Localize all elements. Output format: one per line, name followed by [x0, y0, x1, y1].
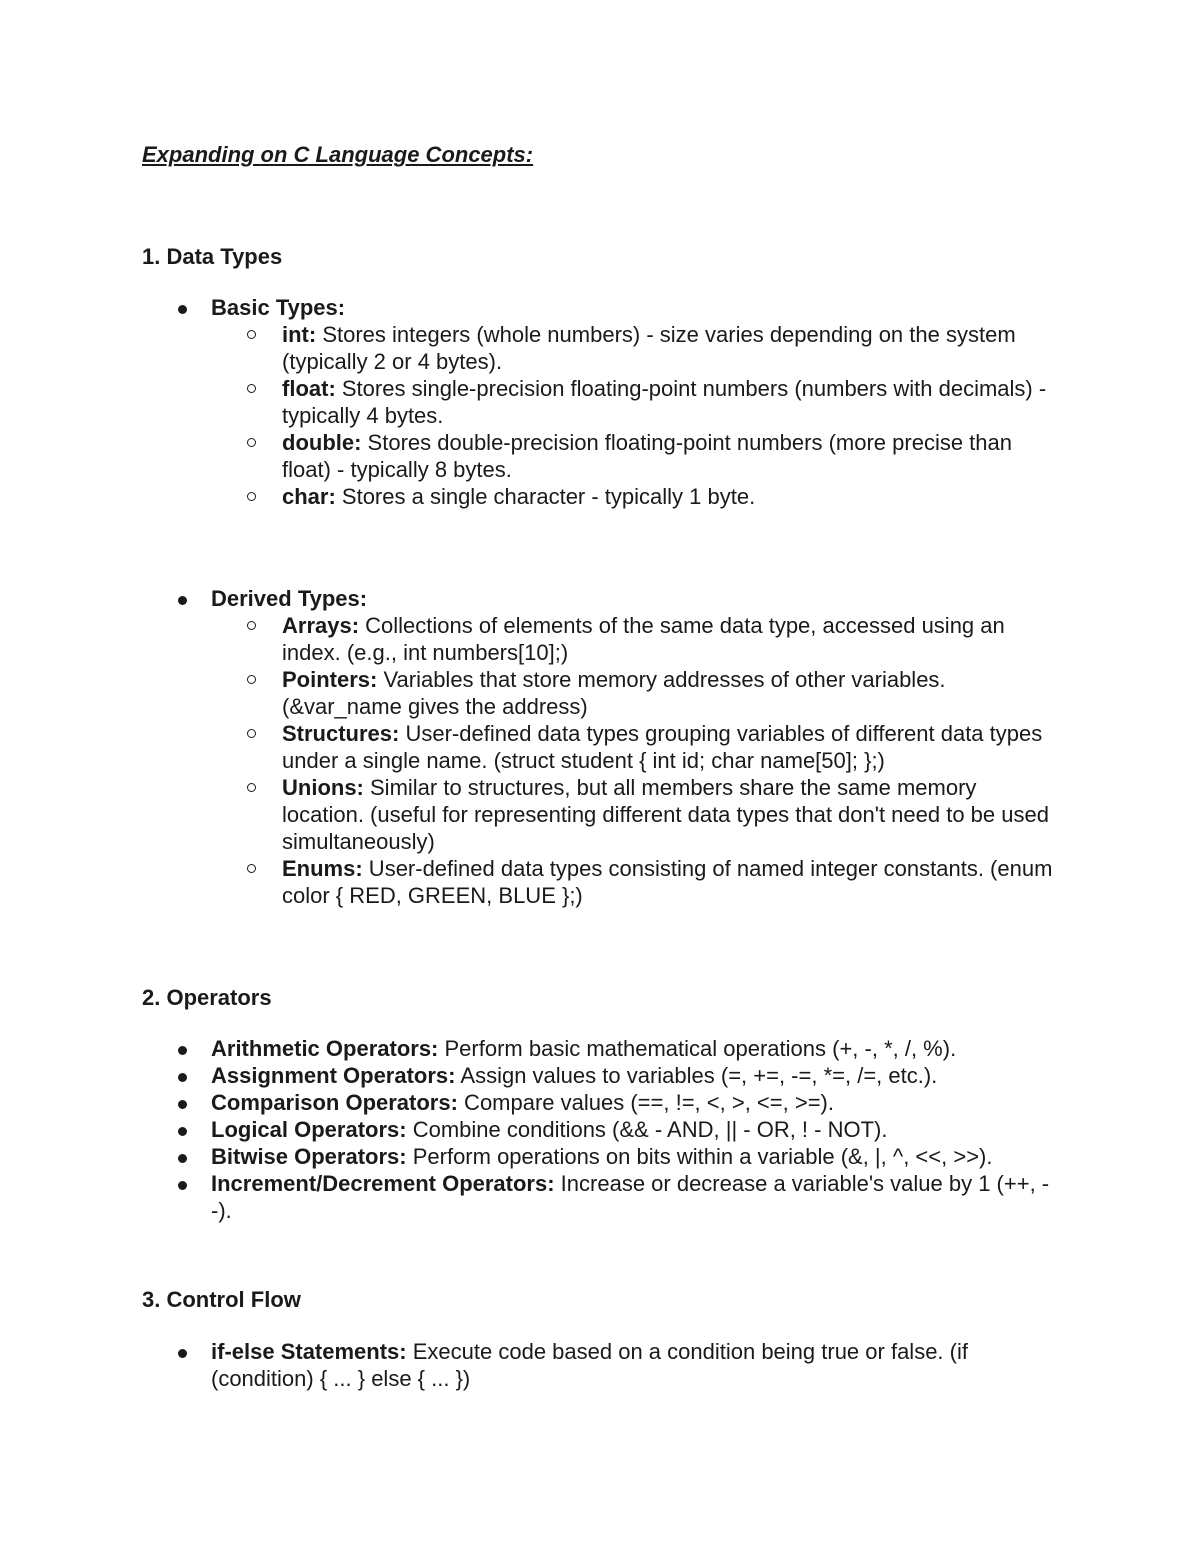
item-text: Increase or decrease a variable's value by 1 (++, --).	[211, 1171, 1050, 1223]
hollow-bullet-icon	[247, 783, 256, 792]
item-text: Perform basic mathematical operations (+, -, *, /, %).	[438, 1036, 957, 1061]
bullet-icon	[178, 1046, 187, 1055]
operators-list	[0, 1035, 1061, 1224]
item-term: Comparison Operators:	[211, 1090, 458, 1115]
derived-types-list	[0, 585, 1061, 909]
group-label: Basic Types:	[211, 295, 346, 320]
item-text: Assign values to variables (=, +=, -=, *=, /=, etc.).	[455, 1063, 938, 1088]
item-term: if-else Statements:	[211, 1339, 407, 1364]
item-term: float:	[282, 376, 336, 401]
list-item	[0, 1089, 1061, 1116]
item-term: Pointers:	[282, 667, 378, 692]
group-label: Derived Types:	[211, 586, 368, 611]
hollow-bullet-icon	[247, 864, 256, 873]
item-text: Collections of elements of the same data type, accessed using an index. (e.g., int numbers[10];)	[282, 613, 1005, 665]
hollow-bullet-icon	[247, 729, 256, 738]
section-heading-control-flow: 3. Control Flow	[142, 1287, 301, 1312]
hollow-bullet-icon	[247, 675, 256, 684]
item-text: Stores double-precision floating-point numbers (more precise than float) - typically 8 bytes.	[282, 430, 1012, 482]
bullet-icon	[178, 596, 187, 605]
item-text: Perform operations on bits within a variable (&, |, ^, <<, >>).	[406, 1144, 993, 1169]
list-item-derived-types	[0, 585, 1061, 909]
list-item	[211, 429, 1057, 483]
item-text: Stores single-precision floating-point numbers (numbers with decimals) - typically 4 bytes.	[282, 376, 1047, 428]
list-item	[211, 321, 1057, 375]
item-text: Stores a single character - typically 1 byte.	[335, 484, 756, 509]
hollow-bullet-icon	[247, 492, 256, 501]
hollow-bullet-icon	[247, 438, 256, 447]
list-item-basic-types	[0, 294, 1061, 510]
item-term: Structures:	[282, 721, 400, 746]
list-item	[211, 720, 1057, 774]
bullet-icon	[178, 1073, 187, 1082]
item-term: char:	[282, 484, 336, 509]
item-text: User-defined data types grouping variables of different data types under a single name. (struct student { int id; char name[50]; };)	[282, 721, 1043, 773]
list-item	[0, 1035, 1061, 1062]
basic-types-list	[0, 294, 1061, 510]
bullet-icon	[178, 1100, 187, 1109]
item-text: Stores integers (whole numbers) - size varies depending on the system (typically 2 or 4 bytes).	[282, 322, 1016, 374]
item-text: Compare values (==, !=, <, >, <=, >=).	[457, 1090, 834, 1115]
list-item	[0, 1062, 1061, 1089]
item-term: Assignment Operators:	[211, 1063, 456, 1088]
basic-types-sublist	[211, 321, 1061, 510]
list-item	[211, 375, 1057, 429]
list-item	[211, 666, 1057, 720]
section-heading-data-types: 1. Data Types	[142, 244, 283, 269]
list-item	[0, 1338, 1061, 1392]
list-item	[0, 1170, 1061, 1224]
item-term: Arrays:	[282, 613, 360, 638]
hollow-bullet-icon	[247, 330, 256, 339]
item-text: Combine conditions (&& - AND, || - OR, ! - NOT).	[406, 1117, 888, 1142]
hollow-bullet-icon	[247, 384, 256, 393]
bullet-icon	[178, 1181, 187, 1190]
item-term: Logical Operators:	[211, 1117, 407, 1142]
item-term: int:	[282, 322, 317, 347]
bullet-icon	[178, 1127, 187, 1136]
derived-types-sublist	[211, 612, 1061, 909]
item-term: double:	[282, 430, 362, 455]
list-item	[211, 483, 1057, 510]
item-term: Increment/Decrement Operators:	[211, 1171, 555, 1196]
item-text: Execute code based on a condition being true or false. (if (condition) { ... } else { ... })	[211, 1339, 968, 1391]
bullet-icon	[178, 1154, 187, 1163]
bullet-icon	[178, 305, 187, 314]
item-term: Enums:	[282, 856, 363, 881]
item-term: Unions:	[282, 775, 364, 800]
list-item	[211, 612, 1057, 666]
item-term: Bitwise Operators:	[211, 1144, 407, 1169]
item-text: User-defined data types consisting of named integer constants. (enum color { RED, GREEN, BLUE };)	[282, 856, 1053, 908]
item-term: Arithmetic Operators:	[211, 1036, 439, 1061]
section-heading-operators: 2. Operators	[142, 985, 272, 1010]
hollow-bullet-icon	[247, 621, 256, 630]
control-flow-list	[0, 1338, 1061, 1392]
list-item	[0, 1143, 1061, 1170]
item-text: Similar to structures, but all members share the same memory location. (useful for representing different data types that don't need to be used simultaneously)	[282, 775, 1049, 854]
item-text: Variables that store memory addresses of other variables. (&var_name gives the address)	[282, 667, 946, 719]
bullet-icon	[178, 1349, 187, 1358]
list-item	[211, 774, 1057, 855]
list-item	[0, 1116, 1061, 1143]
list-item	[211, 855, 1057, 909]
document-title: Expanding on C Language Concepts:	[142, 142, 534, 167]
